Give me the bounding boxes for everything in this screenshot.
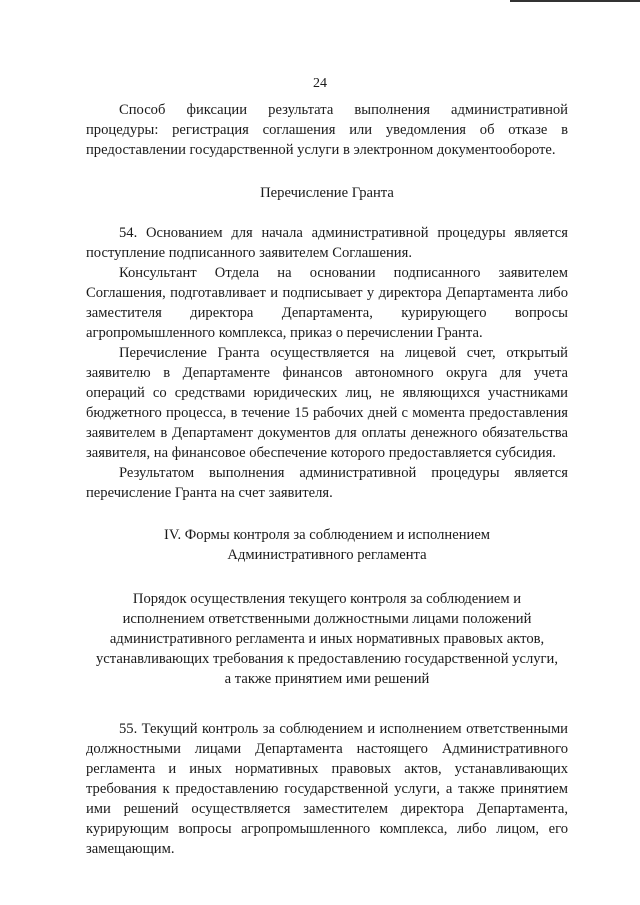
section-heading-line-2: Административного регламента <box>227 547 427 563</box>
paragraph-fixation-method: Способ фиксации результата выполнения административной процедуры: регистрация соглашения или уведомления об отказе в предоставлении государственной услуги в электронном документообороте. <box>86 102 568 158</box>
subheading-line-5: а также принятием ими решений <box>224 671 430 687</box>
paragraph-transfer-account: Перечисление Гранта осуществляется на лицевой счет, открытый заявителю в Департаменте финансов автономного округа для учета операций со средствами юридических лиц, не являющихся участниками бюджетного процесса, в течение 15 рабочих дней с момента предоставления заявителем в Департамент документов для оплаты денежного обязательства заявителя, на финансовое обеспечение которого предоставляется субсидия. <box>86 345 568 461</box>
subheading-line-4: устанавливающих требования к предоставлению государственной услуги, <box>96 651 558 667</box>
heading-grant-transfer: Перечисление Гранта <box>260 185 394 201</box>
document-body <box>86 100 568 859</box>
section-heading-line-1: IV. Формы контроля за соблюдением и исполнением <box>163 527 491 543</box>
section-heading-iv <box>86 525 568 565</box>
subheading-line-1: Порядок осуществления текущего контроля за соблюдением и <box>132 591 522 607</box>
paragraph-54: 54. Основанием для начала административной процедуры является поступление подписанного заявителем Соглашения. <box>86 225 568 261</box>
paragraph-consultant: Консультант Отдела на основании подписанного заявителем Соглашения, подготавливает и подписывает у директора Департамента либо заместителя директора Департамента, курирующего вопросы агропромышленного комплекса, приказ о перечислении Гранта. <box>86 265 568 341</box>
paragraph-55: 55. Текущий контроль за соблюдением и исполнением ответственными должностными лицами Департамента настоящего Административного регламента и иных нормативных правовых актов, устанавливающих требования к предоставлению государственной услуги, а также принятием ими решений осуществляется заместителем директора Департамента, курирующим вопросы агропромышленного комплекса, либо лицом, его замещающим. <box>86 721 568 857</box>
paragraph-result: Результатом выполнения административной процедуры является перечисление Гранта на счет заявителя. <box>86 465 568 501</box>
top-edge-rule <box>510 0 640 2</box>
subheading-line-2: исполнением ответственными должностными лицами положений <box>122 611 532 627</box>
subheading-line-3: административного регламента и иных нормативных правовых актов, <box>109 631 545 647</box>
page-number: 24 <box>313 76 327 91</box>
subheading-control-procedure <box>86 589 568 689</box>
